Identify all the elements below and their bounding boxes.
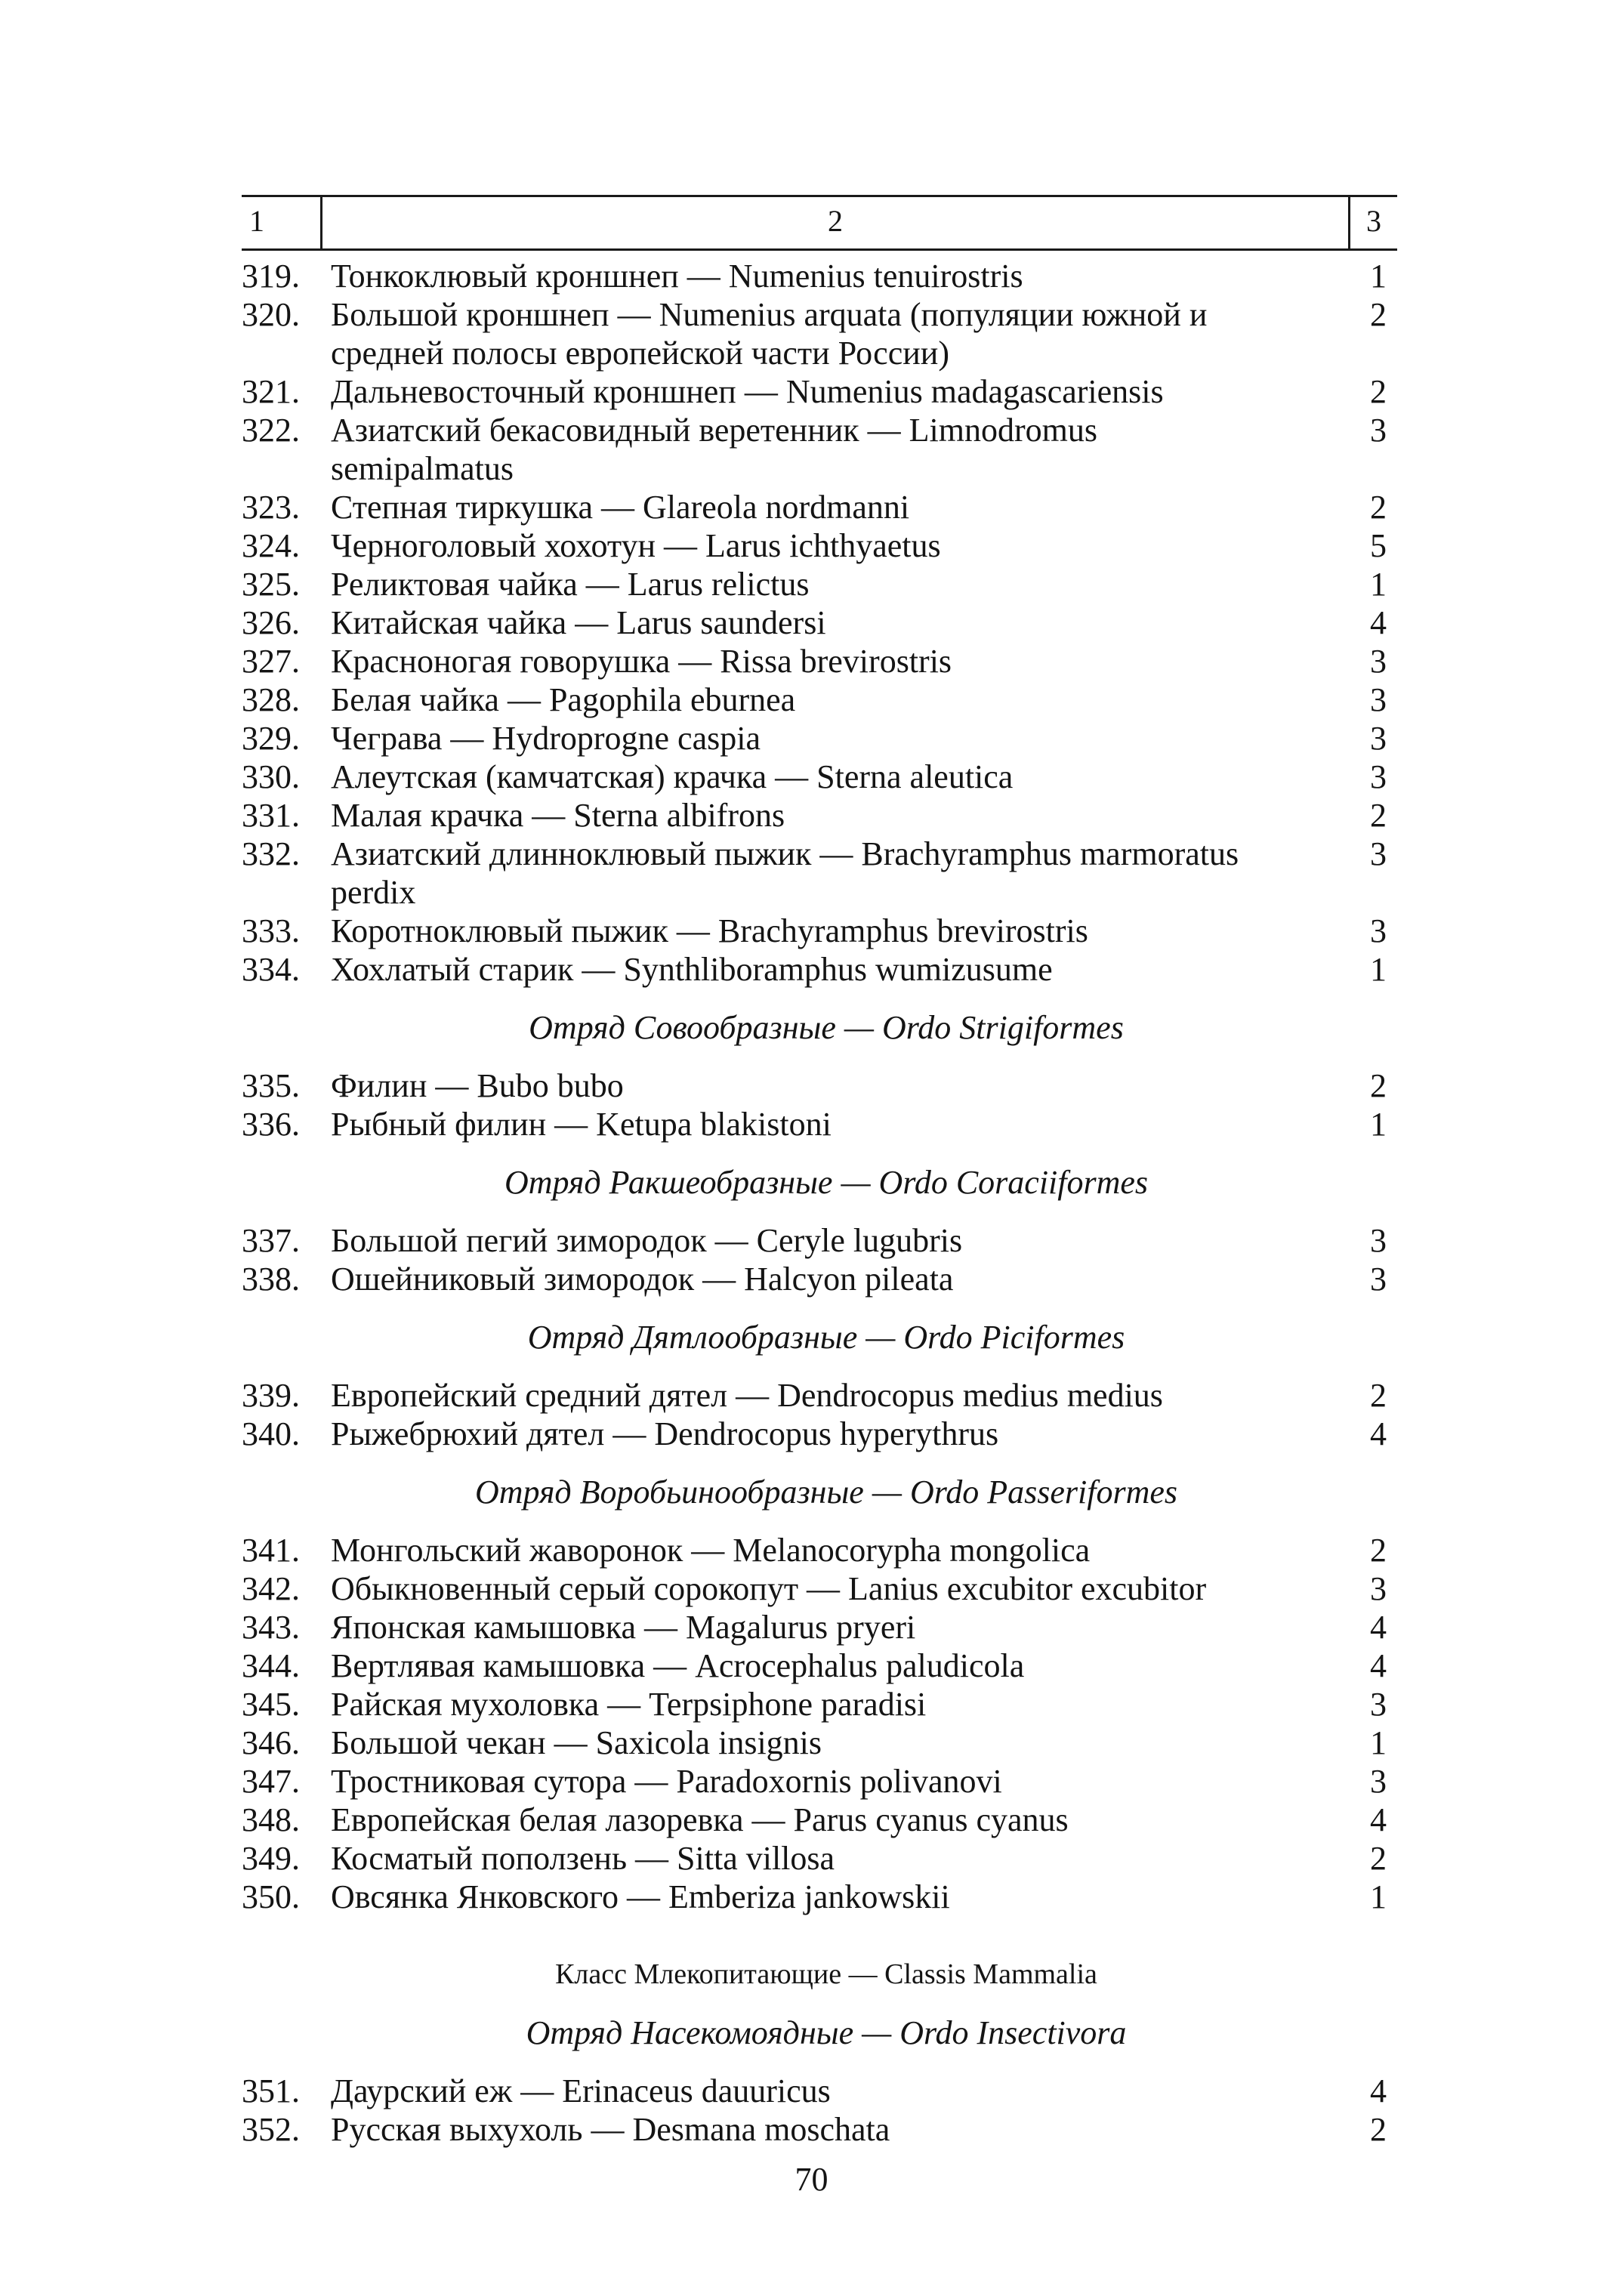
entry-species-name: Рыжебрюхий дятел — Dendrocopus hyperythrus [331, 1415, 999, 1452]
entry-status-category: 1 [1370, 1106, 1387, 1143]
species-entry-row [242, 372, 1397, 411]
entry-status-category: 4 [1370, 604, 1387, 641]
entry-species-name: Красноногая говорушка — Rissa brevirostris [331, 643, 952, 680]
entry-number: 349. [242, 1840, 300, 1877]
order-heading-strigiformes: Отряд Совообразные — Ordo Strigiformes [529, 1009, 1124, 1046]
entry-number: 326. [242, 604, 300, 641]
entry-species-name: Русская выхухоль — Desmana moschata [331, 2111, 890, 2148]
entry-species-name: Большой кроншнеп — Numenius arquata (популяции южной и средней полосы европейской части России) [331, 296, 1208, 372]
entry-status-category: 3 [1370, 758, 1387, 795]
entry-species-name: Райская мухоловка — Terpsiphone paradisi [331, 1686, 927, 1723]
entry-group-insectivora [242, 2072, 1397, 2149]
species-entry-row [242, 1260, 1397, 1298]
entry-number: 324. [242, 527, 300, 564]
species-entry-row [242, 835, 1397, 912]
table-body [242, 257, 1397, 2149]
entry-number: 321. [242, 373, 300, 410]
entry-species-name: Большой пегий зимородок — Ceryle lugubris [331, 1222, 963, 1259]
entry-status-category: 2 [1370, 1840, 1387, 1877]
entry-status-category: 3 [1370, 1261, 1387, 1298]
entry-status-category: 3 [1370, 1570, 1387, 1607]
entry-number: 342. [242, 1570, 300, 1607]
species-entry-row [242, 1569, 1397, 1608]
entry-status-category: 3 [1370, 1222, 1387, 1259]
entry-number: 344. [242, 1647, 300, 1684]
entry-number: 323. [242, 489, 300, 526]
entry-number: 322. [242, 412, 300, 449]
entry-status-category: 3 [1370, 643, 1387, 680]
species-entry-row [242, 912, 1397, 950]
entry-species-name: Японская камышовка — Magalurus pryeri [331, 1609, 916, 1646]
species-entry-row [242, 488, 1397, 526]
entry-species-name: Тростниковая сутора — Paradoxornis polivanovi [331, 1763, 1002, 1800]
entry-number: 328. [242, 681, 300, 718]
entry-species-name: Черноголовый хохотун — Larus ichthyaetus [331, 527, 941, 564]
entry-species-name: Обыкновенный серый сорокопут — Lanius excubitor excubitor [331, 1570, 1207, 1607]
species-entry-row [242, 950, 1397, 989]
class-heading-mammalia: Класс Млекопитающие — Classis Mammalia [555, 1958, 1097, 1990]
order-heading-passeriformes: Отряд Воробьинообразные — Ordo Passeriformes [475, 1474, 1177, 1511]
entry-species-name: Азиатский длинноклювый пыжик — Brachyramphus marmoratus perdix [331, 835, 1239, 911]
page-number: 70 [795, 2161, 828, 2198]
entry-status-category: 2 [1370, 1067, 1387, 1104]
entry-species-name: Овсянка Янковского — Emberiza jankowskii [331, 1878, 950, 1915]
entry-number: 343. [242, 1609, 300, 1646]
entry-species-name: Алеутская (камчатская) крачка — Sterna aleutica [331, 758, 1014, 795]
species-table [242, 195, 1397, 2149]
entry-species-name: Китайская чайка — Larus saundersi [331, 604, 826, 641]
species-entry-row [242, 1762, 1397, 1801]
entry-species-name: Европейский средний дятел — Dendrocopus medius medius [331, 1377, 1163, 1414]
entry-status-category: 2 [1370, 1377, 1387, 1414]
header-col-number: 1 [249, 204, 264, 238]
entry-status-category: 3 [1370, 1763, 1387, 1800]
header-col-name: 2 [320, 197, 1350, 248]
entry-species-name: Европейская белая лазоревка — Parus cyanus cyanus [331, 1801, 1069, 1838]
entry-number: 336. [242, 1106, 300, 1143]
entry-group-passeriformes [242, 1531, 1397, 1916]
entry-status-category: 2 [1370, 296, 1387, 333]
entry-status-category: 3 [1370, 681, 1387, 718]
entry-status-category: 3 [1370, 1686, 1387, 1723]
entry-number: 331. [242, 797, 300, 834]
entry-species-name: Белая чайка — Pagophila eburnea [331, 681, 796, 718]
entry-species-name: Даурский еж — Erinaceus dauuricus [331, 2072, 831, 2109]
species-entry-row [242, 1415, 1397, 1453]
entry-number: 345. [242, 1686, 300, 1723]
entry-status-category: 4 [1370, 1415, 1387, 1452]
entry-species-name: Тонкоклювый кроншнеп — Numenius tenuirostris [331, 258, 1023, 295]
entry-status-category: 3 [1370, 720, 1387, 757]
species-entry-row [242, 411, 1397, 488]
entry-species-name: Коротноклювый пыжик — Brachyramphus brevirostris [331, 912, 1088, 949]
entry-number: 339. [242, 1377, 300, 1414]
entry-number: 325. [242, 566, 300, 603]
entry-number: 320. [242, 296, 300, 333]
entry-number: 348. [242, 1801, 300, 1838]
entry-status-category: 2 [1370, 797, 1387, 834]
species-entry-row [242, 603, 1397, 642]
entry-species-name: Ошейниковый зимородок — Halcyon pileata [331, 1261, 954, 1298]
species-entry-row [242, 642, 1397, 680]
entry-number: 327. [242, 643, 300, 680]
entry-status-category: 1 [1370, 1724, 1387, 1761]
entry-number: 319. [242, 258, 300, 295]
entry-number: 338. [242, 1261, 300, 1298]
entry-group-strigiformes [242, 1066, 1397, 1143]
entry-number: 340. [242, 1415, 300, 1452]
order-heading-coraciiformes: Отряд Ракшеобразные — Ordo Coraciiformes [504, 1164, 1149, 1201]
species-entry-row [242, 1376, 1397, 1415]
header-col-category: 3 [1366, 204, 1381, 238]
species-entry-row [242, 2072, 1397, 2110]
entry-number: 347. [242, 1763, 300, 1800]
species-entry-row [242, 526, 1397, 565]
species-entry-row [242, 257, 1397, 295]
species-entry-row [242, 796, 1397, 835]
species-entry-row [242, 1801, 1397, 1839]
entry-species-name: Рыбный филин — Ketupa blakistoni [331, 1106, 832, 1143]
entry-number: 350. [242, 1878, 300, 1915]
table-header [242, 195, 1397, 251]
species-entry-row [242, 680, 1397, 719]
species-entry-row [242, 1878, 1397, 1916]
entry-species-name: Чеграва — Hydroprogne caspia [331, 720, 761, 757]
entry-species-name: Малая крачка — Sterna albifrons [331, 797, 785, 834]
entry-status-category: 1 [1370, 951, 1387, 988]
entry-species-name: Степная тиркушка — Glareola nordmanni [331, 489, 910, 526]
species-entry-row [242, 1685, 1397, 1724]
entry-status-category: 3 [1370, 912, 1387, 949]
entry-status-category: 2 [1370, 1532, 1387, 1569]
species-entry-row [242, 1105, 1397, 1143]
species-entry-row [242, 1608, 1397, 1646]
entry-status-category: 1 [1370, 1878, 1387, 1915]
entry-number: 334. [242, 951, 300, 988]
order-heading-insectivora: Отряд Насекомоядные — Ordo Insectivora [526, 2014, 1127, 2051]
entry-status-category: 4 [1370, 1647, 1387, 1684]
species-entry-row [242, 1531, 1397, 1569]
entry-number: 341. [242, 1532, 300, 1569]
entry-status-category: 1 [1370, 566, 1387, 603]
entry-status-category: 3 [1370, 835, 1387, 872]
species-entry-row [242, 758, 1397, 796]
entry-number: 337. [242, 1222, 300, 1259]
entry-status-category: 4 [1370, 2072, 1387, 2109]
entry-status-category: 5 [1370, 527, 1387, 564]
entry-status-category: 2 [1370, 373, 1387, 410]
entry-group-piciformes [242, 1376, 1397, 1453]
entry-group-coraciiformes [242, 1221, 1397, 1298]
entry-number: 333. [242, 912, 300, 949]
entry-number: 352. [242, 2111, 300, 2148]
species-entry-row [242, 295, 1397, 372]
species-entry-row [242, 1724, 1397, 1762]
species-entry-row [242, 1646, 1397, 1685]
entry-number: 346. [242, 1724, 300, 1761]
order-heading-piciformes: Отряд Дятлообразные — Ordo Piciformes [527, 1319, 1125, 1356]
entry-species-name: Монгольский жаворонок — Melanocorypha mongolica [331, 1532, 1091, 1569]
species-entry-row [242, 1839, 1397, 1878]
species-entry-row [242, 719, 1397, 758]
entry-status-category: 4 [1370, 1609, 1387, 1646]
entry-number: 351. [242, 2072, 300, 2109]
entry-status-category: 3 [1370, 412, 1387, 449]
entry-number: 335. [242, 1067, 300, 1104]
entry-number: 329. [242, 720, 300, 757]
entry-status-category: 2 [1370, 489, 1387, 526]
species-entry-row [242, 1221, 1397, 1260]
species-entry-row [242, 565, 1397, 603]
entry-status-category: 1 [1370, 258, 1387, 295]
entry-number: 332. [242, 835, 300, 872]
entry-group-charadriiformes [242, 257, 1397, 989]
entry-species-name: Косматый поползень — Sitta villosa [331, 1840, 835, 1877]
entry-species-name: Большой чекан — Saxicola insignis [331, 1724, 822, 1761]
entry-species-name: Дальневосточный кроншнеп — Numenius madagascariensis [331, 373, 1164, 410]
species-entry-row [242, 1066, 1397, 1105]
entry-species-name: Азиатский бекасовидный веретенник — Limnodromus semipalmatus [331, 412, 1098, 487]
entry-species-name: Реликтовая чайка — Larus relictus [331, 566, 810, 603]
entry-species-name: Хохлатый старик — Synthliboramphus wumizusume [331, 951, 1053, 988]
entry-status-category: 2 [1370, 2111, 1387, 2148]
entry-number: 330. [242, 758, 300, 795]
species-entry-row [242, 2110, 1397, 2149]
entry-species-name: Вертлявая камышовка — Acrocephalus paludicola [331, 1647, 1025, 1684]
entry-status-category: 4 [1370, 1801, 1387, 1838]
entry-species-name: Филин — Bubo bubo [331, 1067, 624, 1104]
